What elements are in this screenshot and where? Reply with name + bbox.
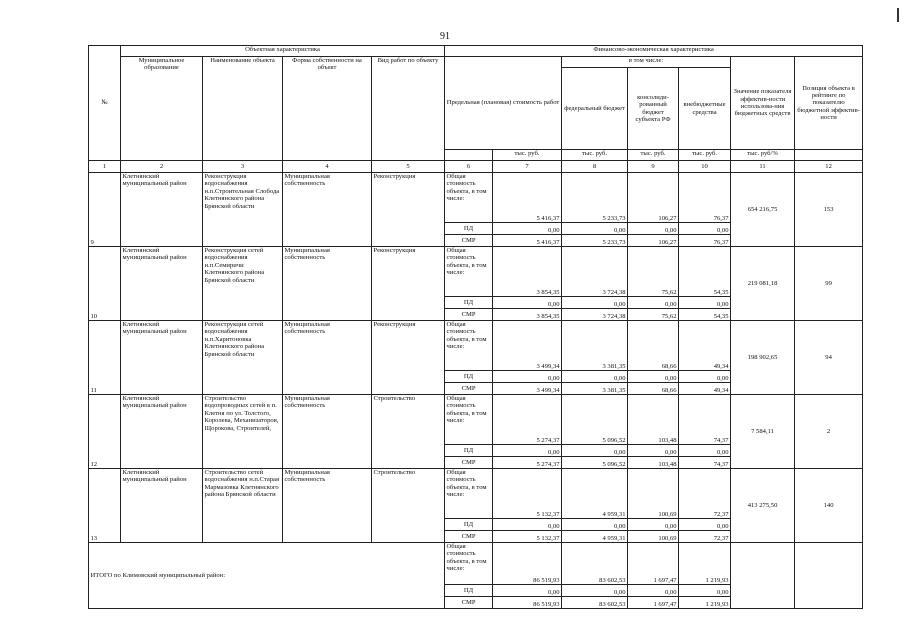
- col-head-fed: федеральный бюджет: [562, 68, 628, 150]
- row-position: 153: [795, 173, 863, 247]
- cell-smr: 72,37: [679, 531, 731, 543]
- cell-pd: 0,00: [628, 223, 679, 235]
- table-row: [89, 469, 863, 519]
- cell-pd: 0,00: [628, 445, 679, 457]
- cell-total: 49,34: [679, 321, 731, 371]
- row-work-type: Реконструкция: [372, 173, 445, 247]
- unit-7: тыс. руб.: [493, 150, 562, 161]
- cell-pd: 0,00: [562, 223, 628, 235]
- itogo-row: [89, 543, 863, 585]
- col-head-cost: Предельная (плановая) стоимость работ: [445, 57, 562, 150]
- row-type-pd: ПД: [445, 371, 493, 383]
- cell-pd: 0,00: [679, 297, 731, 309]
- row-position: 94: [795, 321, 863, 395]
- col-head-eff: Значение показателя эффектив-ности использова-ния бюджетных средств: [731, 57, 795, 150]
- row-municipality: Клетнянский муниципальный район: [121, 321, 203, 395]
- row-ownership: Муниципальная собственность: [283, 395, 372, 469]
- column-number: 4: [283, 161, 372, 173]
- cell-pd: 0,00: [493, 519, 562, 531]
- row-position: 2: [795, 395, 863, 469]
- row-type-smr: СМР: [445, 235, 493, 247]
- cell-smr: 49,34: [679, 383, 731, 395]
- row-type-smr: СМР: [445, 597, 493, 609]
- cell-total: 76,37: [679, 173, 731, 223]
- cell-total: 3 499,34: [493, 321, 562, 371]
- cell-pd: 0,00: [493, 223, 562, 235]
- cell-total: 68,66: [628, 321, 679, 371]
- col-head-pos: Позиция объекта в рейтинге по показателю бюджетной эффектив-ности: [795, 57, 863, 150]
- cell-total: 5 274,37: [493, 395, 562, 445]
- itogo-smr: 83 602,53: [562, 597, 628, 609]
- row-ownership: Муниципальная собственность: [283, 173, 372, 247]
- objects-table: [88, 45, 863, 609]
- itogo-position-empty: [795, 543, 863, 609]
- cell-smr: 54,35: [679, 309, 731, 321]
- row-type-total: Общая стоимость объекта, в том числе:: [445, 543, 493, 585]
- row-efficiency: 219 081,18: [731, 247, 795, 321]
- cell-smr: 3 381,35: [562, 383, 628, 395]
- row-work-type: Реконструкция: [372, 247, 445, 321]
- cell-total: 72,37: [679, 469, 731, 519]
- col-head-name: Наименование объекта: [203, 57, 283, 161]
- row-type-total: Общая стоимость объекта, в том числе:: [445, 173, 493, 223]
- cell-total: 100,69: [628, 469, 679, 519]
- column-number: 9: [628, 161, 679, 173]
- row-type-smr: СМР: [445, 531, 493, 543]
- itogo-total: 1 697,47: [628, 543, 679, 585]
- col-head-incl: в том числе:: [562, 57, 731, 68]
- cell-smr: 75,62: [628, 309, 679, 321]
- cell-smr: 3 854,35: [493, 309, 562, 321]
- cell-total: 75,62: [628, 247, 679, 297]
- cell-smr: 3 724,38: [562, 309, 628, 321]
- page-edge-mark: [897, 8, 899, 22]
- col-head-extra: внебюджетные средства: [679, 68, 731, 150]
- column-number: 5: [372, 161, 445, 173]
- table-row: [89, 247, 863, 297]
- row-type-smr: СМР: [445, 309, 493, 321]
- cell-pd: 0,00: [493, 297, 562, 309]
- cell-smr: 68,66: [628, 383, 679, 395]
- cell-total: 3 724,38: [562, 247, 628, 297]
- cell-pd: 0,00: [562, 519, 628, 531]
- itogo-smr: 1 697,47: [628, 597, 679, 609]
- row-work-type: Строительство: [372, 395, 445, 469]
- cell-pd: 0,00: [679, 445, 731, 457]
- cell-smr: 100,69: [628, 531, 679, 543]
- itogo-total: 86 519,93: [493, 543, 562, 585]
- column-number: 3: [203, 161, 283, 173]
- column-number: 8: [562, 161, 628, 173]
- col-head-own: Форма собственности на объект: [283, 57, 372, 161]
- cell-pd: 0,00: [679, 519, 731, 531]
- itogo-pd: 0,00: [628, 585, 679, 597]
- row-municipality: Клетнянский муниципальный район: [121, 173, 203, 247]
- row-type-smr: СМР: [445, 457, 493, 469]
- table-body: [89, 46, 863, 609]
- col-head-cons: консолиди-рованный бюджет субъекта РФ: [628, 68, 679, 150]
- cell-pd: 0,00: [679, 371, 731, 383]
- cell-smr: 5 416,37: [493, 235, 562, 247]
- itogo-smr: 86 519,93: [493, 597, 562, 609]
- cell-pd: 0,00: [628, 297, 679, 309]
- cell-smr: 74,37: [679, 457, 731, 469]
- row-object-name: Реконструкция сетей водоснабжения н.п.Харитоновка Клетнянского района Брянской области: [203, 321, 283, 395]
- row-type-pd: ПД: [445, 519, 493, 531]
- column-number: 2: [121, 161, 203, 173]
- cell-pd: 0,00: [562, 371, 628, 383]
- table-row: [89, 173, 863, 223]
- col-head-finance: Финансово-экономическая характеристика: [445, 46, 863, 57]
- itogo-total: 1 219,93: [679, 543, 731, 585]
- cell-total: 106,27: [628, 173, 679, 223]
- row-type-pd: ПД: [445, 297, 493, 309]
- cell-pd: 0,00: [562, 297, 628, 309]
- row-number: 12: [89, 395, 121, 469]
- cell-total: 54,35: [679, 247, 731, 297]
- cell-total: 5 132,37: [493, 469, 562, 519]
- cell-pd: 0,00: [493, 371, 562, 383]
- row-municipality: Клетнянский муниципальный район: [121, 469, 203, 543]
- column-number: 6: [445, 161, 493, 173]
- row-position: 140: [795, 469, 863, 543]
- row-type-total: Общая стоимость объекта, в том числе:: [445, 395, 493, 445]
- row-number: 11: [89, 321, 121, 395]
- cell-smr: 4 959,31: [562, 531, 628, 543]
- cell-total: 74,37: [679, 395, 731, 445]
- col-head-num: №: [89, 46, 121, 161]
- row-object-name: Реконструкция сетей водоснабжения н.п.Семиричи Клетнянского района Брянской области: [203, 247, 283, 321]
- cell-smr: 5 096,52: [562, 457, 628, 469]
- cell-pd: 0,00: [493, 445, 562, 457]
- col-head-work: Вид работ по объекту: [372, 57, 445, 161]
- row-efficiency: 413 275,50: [731, 469, 795, 543]
- table-row: [89, 321, 863, 371]
- row-type-pd: ПД: [445, 585, 493, 597]
- itogo-total: 83 602,53: [562, 543, 628, 585]
- row-efficiency: 654 216,75: [731, 173, 795, 247]
- cell-pd: 0,00: [562, 445, 628, 457]
- column-number: 11: [731, 161, 795, 173]
- cell-total: 5 096,52: [562, 395, 628, 445]
- cell-smr: 76,37: [679, 235, 731, 247]
- unit-11: тыс. руб/%: [731, 150, 795, 161]
- row-type-total: Общая стоимость объекта, в том числе:: [445, 321, 493, 371]
- row-object-name: Строительство водопроводных сетей в п. Клетня по ул. Толстого, Королева, Механизаторов, Щорокова, Строителей,: [203, 395, 283, 469]
- column-number: 1: [89, 161, 121, 173]
- row-ownership: Муниципальная собственность: [283, 321, 372, 395]
- row-work-type: Строительство: [372, 469, 445, 543]
- table-row: [89, 395, 863, 445]
- row-type-total: Общая стоимость объекта, в том числе:: [445, 247, 493, 297]
- cell-total: 5 416,37: [493, 173, 562, 223]
- itogo-smr: 1 219,93: [679, 597, 731, 609]
- cell-total: 103,48: [628, 395, 679, 445]
- unit-empty: [795, 150, 863, 161]
- itogo-label: ИТОГО по Климовский муниципальный район:: [89, 543, 445, 609]
- cell-smr: 3 499,34: [493, 383, 562, 395]
- row-number: 13: [89, 469, 121, 543]
- row-object-name: Строительство сетей водоснабжения н.п.Старая Мармазовка Клетнянского района Брянской области: [203, 469, 283, 543]
- row-municipality: Клетнянский муниципальный район: [121, 395, 203, 469]
- row-type-total: Общая стоимость объекта, в том числе:: [445, 469, 493, 519]
- row-object-name: Реконструкция водоснабжения н.п.Строительная Слобода Клетнянского района Брянской области: [203, 173, 283, 247]
- row-work-type: Реконструкция: [372, 321, 445, 395]
- column-numbers-row: [89, 161, 863, 173]
- unit-empty: [445, 150, 493, 161]
- column-number: 10: [679, 161, 731, 173]
- row-type-pd: ПД: [445, 445, 493, 457]
- col-head-object: Объектная характеристика: [121, 46, 445, 57]
- row-efficiency: 198 902,65: [731, 321, 795, 395]
- cell-pd: 0,00: [679, 223, 731, 235]
- row-municipality: Клетнянский муниципальный район: [121, 247, 203, 321]
- itogo-pd: 0,00: [562, 585, 628, 597]
- itogo-pd: 0,00: [493, 585, 562, 597]
- row-type-smr: СМР: [445, 383, 493, 395]
- row-position: 99: [795, 247, 863, 321]
- column-number: 7: [493, 161, 562, 173]
- row-type-pd: ПД: [445, 223, 493, 235]
- row-ownership: Муниципальная собственность: [283, 469, 372, 543]
- cell-total: 5 233,73: [562, 173, 628, 223]
- cell-pd: 0,00: [628, 371, 679, 383]
- cell-smr: 5 132,37: [493, 531, 562, 543]
- unit-8: тыс. руб.: [562, 150, 628, 161]
- cell-total: 4 959,31: [562, 469, 628, 519]
- cell-smr: 5 274,37: [493, 457, 562, 469]
- cell-total: 3 381,35: [562, 321, 628, 371]
- row-ownership: Муниципальная собственность: [283, 247, 372, 321]
- col-head-mo: Муниципальное образование: [121, 57, 203, 161]
- cell-total: 3 854,35: [493, 247, 562, 297]
- itogo-pd: 0,00: [679, 585, 731, 597]
- itogo-efficiency-empty: [731, 543, 795, 609]
- cell-smr: 103,48: [628, 457, 679, 469]
- unit-10: тыс. руб.: [679, 150, 731, 161]
- row-efficiency: 7 584,11: [731, 395, 795, 469]
- cell-smr: 5 233,73: [562, 235, 628, 247]
- column-number: 12: [795, 161, 863, 173]
- unit-9: тыс. руб.: [628, 150, 679, 161]
- page-number: 91: [440, 31, 450, 42]
- row-number: 9: [89, 173, 121, 247]
- cell-pd: 0,00: [628, 519, 679, 531]
- cell-smr: 106,27: [628, 235, 679, 247]
- row-number: 10: [89, 247, 121, 321]
